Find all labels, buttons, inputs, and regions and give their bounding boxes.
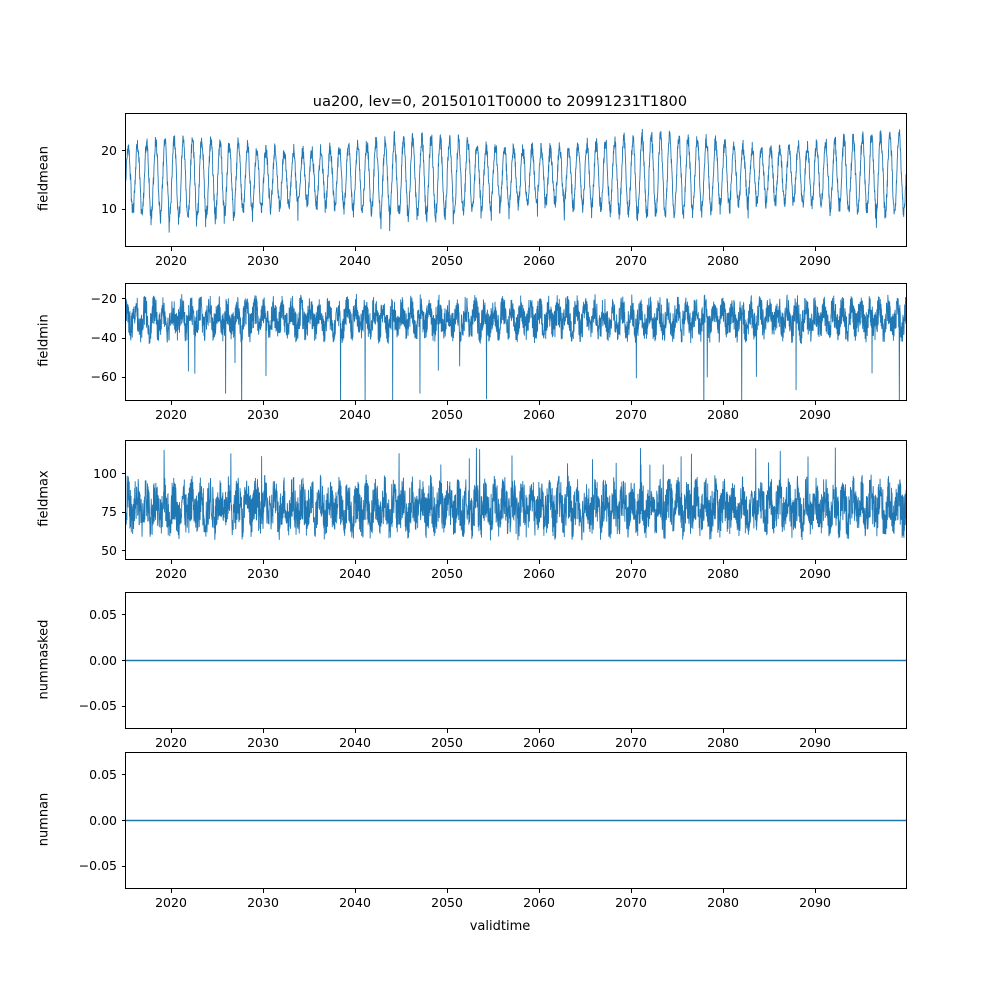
x-tick-label: 2070	[615, 735, 647, 750]
x-tickmark	[539, 560, 540, 564]
y-tick-label: −20	[90, 290, 117, 306]
x-axis-label: validtime	[469, 919, 531, 934]
x-tickmark	[723, 560, 724, 564]
x-tickmark	[815, 401, 816, 405]
x-tick-label: 2090	[799, 566, 831, 581]
x-tickmark	[171, 729, 172, 733]
plot-panel-nummasked	[125, 592, 907, 729]
x-tick-label: 2060	[523, 566, 555, 581]
x-tick-label: 2040	[339, 735, 371, 750]
y-axis-label-fieldmin: fieldmin	[36, 314, 52, 367]
x-tickmark	[447, 560, 448, 564]
x-tickmark	[171, 401, 172, 405]
x-tickmark	[171, 560, 172, 564]
x-tick-label: 2030	[247, 253, 279, 268]
x-tickmark	[263, 247, 264, 251]
x-tickmark	[723, 729, 724, 733]
x-tickmark	[815, 729, 816, 733]
x-tick-label: 2020	[155, 253, 187, 268]
x-tick-label: 2030	[247, 735, 279, 750]
x-tickmark	[815, 247, 816, 251]
y-tick-label: 0.00	[89, 652, 117, 668]
x-tickmark	[723, 889, 724, 893]
y-tickmark	[122, 298, 126, 299]
y-tick-label: 100	[93, 465, 117, 481]
y-tick-label: 50	[101, 542, 117, 558]
x-tickmark	[355, 560, 356, 564]
x-tickmark	[355, 247, 356, 251]
series-line-fieldmin	[126, 294, 906, 400]
y-tickmark	[122, 614, 126, 615]
x-tick-label: 2050	[431, 735, 463, 750]
x-tickmark	[263, 560, 264, 564]
x-tick-label: 2060	[523, 895, 555, 910]
y-tick-label: 0.05	[89, 606, 117, 622]
y-tickmark	[122, 706, 126, 707]
x-tickmark	[263, 729, 264, 733]
plot-panel-fieldmin	[125, 283, 907, 401]
x-tickmark	[631, 560, 632, 564]
x-tickmark	[171, 889, 172, 893]
y-tick-label: 0.00	[89, 812, 117, 828]
series-line-fieldmean	[126, 129, 906, 233]
x-tick-label: 2070	[615, 895, 647, 910]
figure-title: ua200, lev=0, 20150101T0000 to 20991231T1800	[312, 94, 688, 110]
x-tick-label: 2040	[339, 895, 371, 910]
y-tickmark	[122, 377, 126, 378]
y-tickmark	[122, 473, 126, 474]
x-tick-label: 2070	[615, 407, 647, 422]
y-tick-label: −60	[90, 369, 117, 385]
x-tick-label: 2060	[523, 735, 555, 750]
x-tickmark	[355, 401, 356, 405]
y-tick-label: −40	[90, 330, 117, 346]
x-tick-label: 2030	[247, 566, 279, 581]
x-tick-label: 2030	[247, 895, 279, 910]
x-tickmark	[539, 247, 540, 251]
x-tickmark	[447, 247, 448, 251]
y-tickmark	[122, 774, 126, 775]
x-tickmark	[263, 401, 264, 405]
x-tickmark	[447, 729, 448, 733]
series-line-fieldmax	[126, 448, 906, 541]
x-tick-label: 2080	[707, 895, 739, 910]
y-tickmark	[122, 550, 126, 551]
x-tickmark	[631, 247, 632, 251]
x-tick-label: 2060	[523, 253, 555, 268]
y-tick-label: −0.05	[78, 858, 117, 874]
x-tick-label: 2050	[431, 407, 463, 422]
x-tick-label: 2040	[339, 407, 371, 422]
x-tickmark	[631, 729, 632, 733]
y-tickmark	[122, 150, 126, 151]
x-tick-label: 2020	[155, 407, 187, 422]
plot-panel-fieldmax	[125, 440, 907, 560]
x-tick-label: 2050	[431, 253, 463, 268]
x-tick-label: 2060	[523, 407, 555, 422]
y-axis-label-fieldmax: fieldmax	[36, 470, 52, 527]
x-tick-label: 2080	[707, 735, 739, 750]
y-axis-label-nummasked: nummasked	[36, 619, 52, 699]
y-tick-label: 0.05	[89, 766, 117, 782]
x-tickmark	[539, 889, 540, 893]
y-tick-label: −0.05	[78, 698, 117, 714]
x-tickmark	[171, 247, 172, 251]
y-tick-label: 75	[101, 504, 117, 520]
x-tick-label: 2050	[431, 566, 463, 581]
x-tickmark	[447, 401, 448, 405]
x-tickmark	[355, 729, 356, 733]
x-tickmark	[447, 889, 448, 893]
x-tickmark	[631, 401, 632, 405]
y-tickmark	[122, 866, 126, 867]
x-tick-label: 2090	[799, 735, 831, 750]
x-tickmark	[815, 889, 816, 893]
x-tickmark	[631, 889, 632, 893]
y-tickmark	[122, 209, 126, 210]
x-tick-label: 2020	[155, 566, 187, 581]
x-tickmark	[539, 401, 540, 405]
x-tick-label: 2020	[155, 735, 187, 750]
x-tick-label: 2070	[615, 253, 647, 268]
x-tickmark	[263, 889, 264, 893]
x-tick-label: 2080	[707, 407, 739, 422]
x-tick-label: 2040	[339, 566, 371, 581]
x-tick-label: 2040	[339, 253, 371, 268]
x-tick-label: 2080	[707, 566, 739, 581]
y-tickmark	[122, 660, 126, 661]
x-tickmark	[355, 889, 356, 893]
x-tick-label: 2050	[431, 895, 463, 910]
x-tick-label: 2030	[247, 407, 279, 422]
x-tickmark	[539, 729, 540, 733]
x-tickmark	[723, 401, 724, 405]
y-axis-label-fieldmean: fieldmean	[36, 146, 52, 211]
y-tickmark	[122, 820, 126, 821]
plot-panel-fieldmean	[125, 113, 907, 247]
plot-panel-numnan	[125, 752, 907, 889]
x-tickmark	[723, 247, 724, 251]
x-tickmark	[815, 560, 816, 564]
y-tick-label: 20	[101, 142, 117, 158]
y-tickmark	[122, 338, 126, 339]
x-tick-label: 2020	[155, 895, 187, 910]
y-tickmark	[122, 512, 126, 513]
y-tick-label: 10	[101, 201, 117, 217]
x-tick-label: 2090	[799, 407, 831, 422]
x-tick-label: 2090	[799, 253, 831, 268]
x-tick-label: 2080	[707, 253, 739, 268]
y-axis-label-numnan: numnan	[36, 792, 52, 846]
x-tick-label: 2070	[615, 566, 647, 581]
x-tick-label: 2090	[799, 895, 831, 910]
